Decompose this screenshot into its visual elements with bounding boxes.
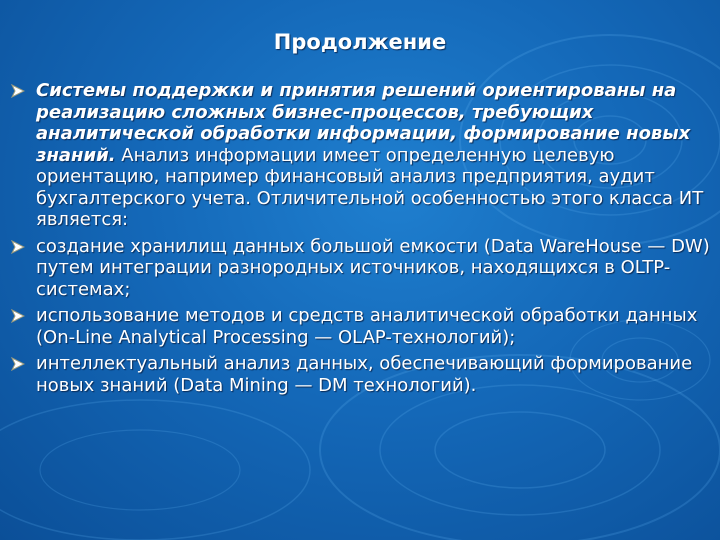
arrowhead-bullet-icon — [11, 84, 25, 98]
bullet-item — [10, 236, 712, 301]
bullet-text: интеллектуальный анализ данных, обеспечивающий формирование новых знаний (Data Mining — DM технологий). — [36, 353, 693, 396]
slide-title: Продолжение — [273, 30, 447, 54]
arrowhead-bullet-icon — [11, 240, 25, 254]
bullet-item — [10, 353, 712, 396]
bullet-text: использование методов и средств аналитической обработки данных (On-Line Analytical Processing — OLAP-технологий); — [36, 305, 698, 348]
bullet-item — [10, 80, 712, 231]
bullet-item — [10, 305, 712, 348]
arrowhead-bullet-icon — [11, 309, 25, 323]
bullet-text: Анализ информации имеет определенную целевую ориентацию, например финансовый анализ предприятия, аудит бухгалтерского учета. Отличительной особенностью этого класса ИТ является: — [36, 144, 704, 230]
bullet-list — [10, 80, 712, 401]
bullet-emphasis-text: Системы поддержки и принятия решений ориентированы на реализацию сложных бизнес-процессов, требующих аналитической обработки информации, формирование новых знаний. — [36, 80, 691, 166]
bullet-text: создание хранилищ данных большой емкости (Data WareHouse — DW) путем интеграции разнородных источников, находящихся в OLTP-системах; — [36, 235, 710, 300]
arrowhead-bullet-icon — [11, 357, 25, 371]
